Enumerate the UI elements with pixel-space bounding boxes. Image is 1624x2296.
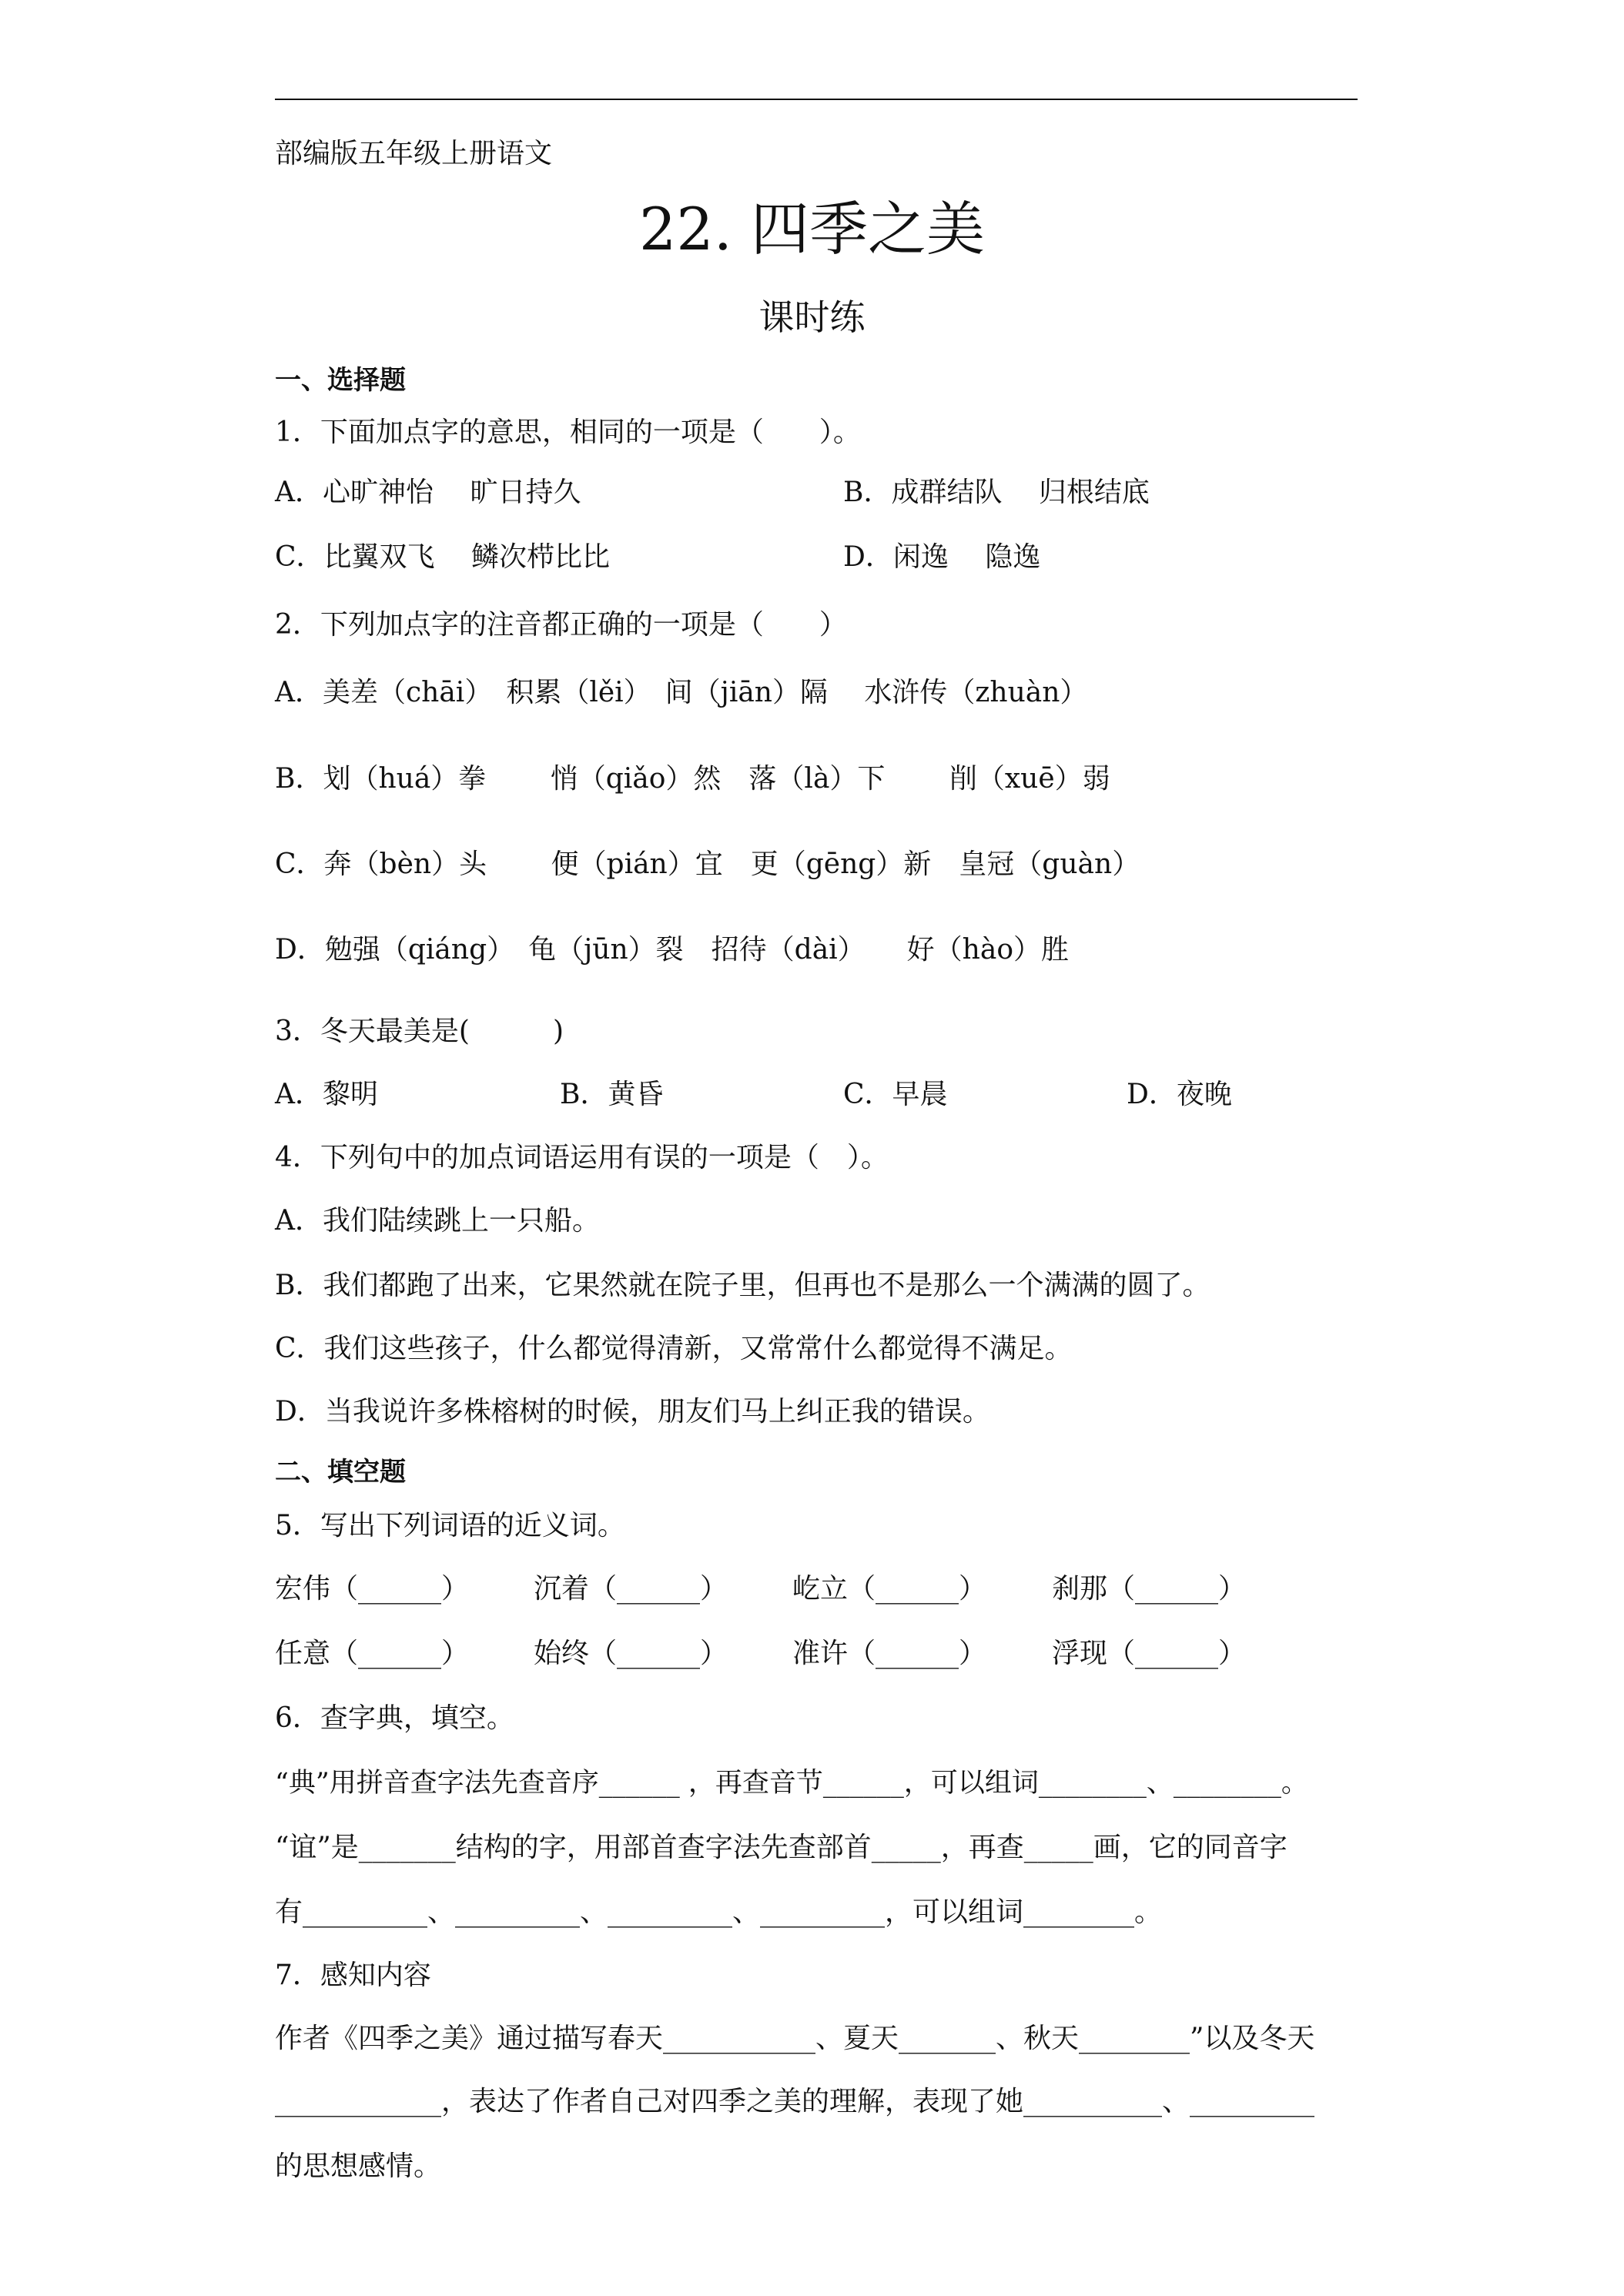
question-4-option-c: C．我们这些孩子，什么都觉得清新，又常常什么都觉得不满足。 [275, 1333, 1073, 1364]
question-6-line-1: “典”用拼音查字法先查音序______ ，再查音节______，可以组词________、________。 [275, 1768, 1308, 1799]
question-3-option-a: A．黎明 [275, 1079, 378, 1110]
question-1-option-c: C．比翼双飞 鳞次栉比比 [275, 541, 610, 573]
question-7-line-3: 的思想感情。 [275, 2150, 442, 2182]
grade-label: 部编版五年级上册语文 [275, 138, 553, 169]
synonym-item: 任意（______） [275, 1638, 470, 1669]
page-subtitle: 课时练 [758, 296, 866, 338]
question-7-stem: 7．感知内容 [275, 1960, 431, 1991]
synonym-item: 沉着（______） [534, 1573, 728, 1605]
question-2-option-d: D．勉强（qiáng） 龟（jūn）裂 招待（dài） 好（hào）胜 [275, 934, 1069, 966]
question-3-option-d: D．夜晚 [1127, 1079, 1232, 1110]
question-1-option-a: A．心旷神怡 旷日持久 [275, 477, 581, 508]
question-6-line-3: 有_________、_________、_________、_________，可以组词________。 [275, 1896, 1163, 1928]
page-title: 22. 四季之美 [638, 195, 986, 263]
synonym-item: 宏伟（______） [275, 1573, 470, 1605]
question-7-line-2: ____________，表达了作者自己对四季之美的理解，表现了她__________、_________ [275, 2086, 1315, 2117]
question-4-option-b: B．我们都跑了出来，它果然就在院子里，但再也不是那么一个满满的圆了。 [275, 1270, 1210, 1301]
question-2-option-c: C．奔（bèn）头 便（pián）宜 更（gēng）新 皇冠（guàn） [275, 848, 1140, 880]
question-2-option-b: B．划（huá）拳 悄（qiǎo）然 落（là）下 削（xuē）弱 [275, 763, 1110, 795]
section-heading-fill: 二、填空题 [275, 1457, 406, 1488]
question-1-stem: 1．下面加点字的意思，相同的一项是（ ）。 [275, 417, 861, 448]
question-2-stem: 2．下列加点字的注音都正确的一项是（ ） [275, 609, 847, 641]
question-1-option-b: B．成群结队 归根结底 [843, 477, 1150, 508]
question-3-option-b: B．黄昏 [560, 1079, 664, 1110]
question-7-line-1: 作者《四季之美》通过描写春天___________、夏天_______、秋天________”以及冬天 [275, 2023, 1315, 2054]
question-2-option-a: A．美差（chāi） 积累（lěi） 间（jiān）隔 水浒传（zhuàn） [275, 677, 1088, 708]
question-6-stem: 6．查字典，填空。 [275, 1702, 514, 1734]
synonym-item: 浮现（______） [1052, 1638, 1247, 1669]
question-5-stem: 5．写出下列词语的近义词。 [275, 1510, 625, 1541]
synonym-item: 始终（______） [534, 1638, 728, 1669]
question-4-stem: 4．下列句中的加点词语运用有误的一项是（ ）。 [275, 1142, 889, 1173]
section-heading-choice: 一、选择题 [275, 365, 406, 396]
header-rule [275, 99, 1358, 100]
synonym-item: 刹那（______） [1052, 1573, 1247, 1605]
question-1-option-d: D．闲逸 隐逸 [843, 541, 1041, 573]
question-4-option-d: D．当我说许多株榕树的时候，朋友们马上纠正我的错误。 [275, 1396, 990, 1427]
question-6-line-2: “谊”是_______结构的字，用部首查字法先查部首_____，再查_____画，它的同音字 [275, 1832, 1287, 1863]
synonym-item: 屹立（______） [792, 1573, 987, 1605]
question-4-option-a: A．我们陆续跳上一只船。 [275, 1205, 600, 1237]
question-3-option-c: C．早晨 [843, 1079, 948, 1110]
question-3-stem: 3．冬天最美是( ) [275, 1016, 564, 1047]
synonym-item: 准许（______） [792, 1638, 987, 1669]
